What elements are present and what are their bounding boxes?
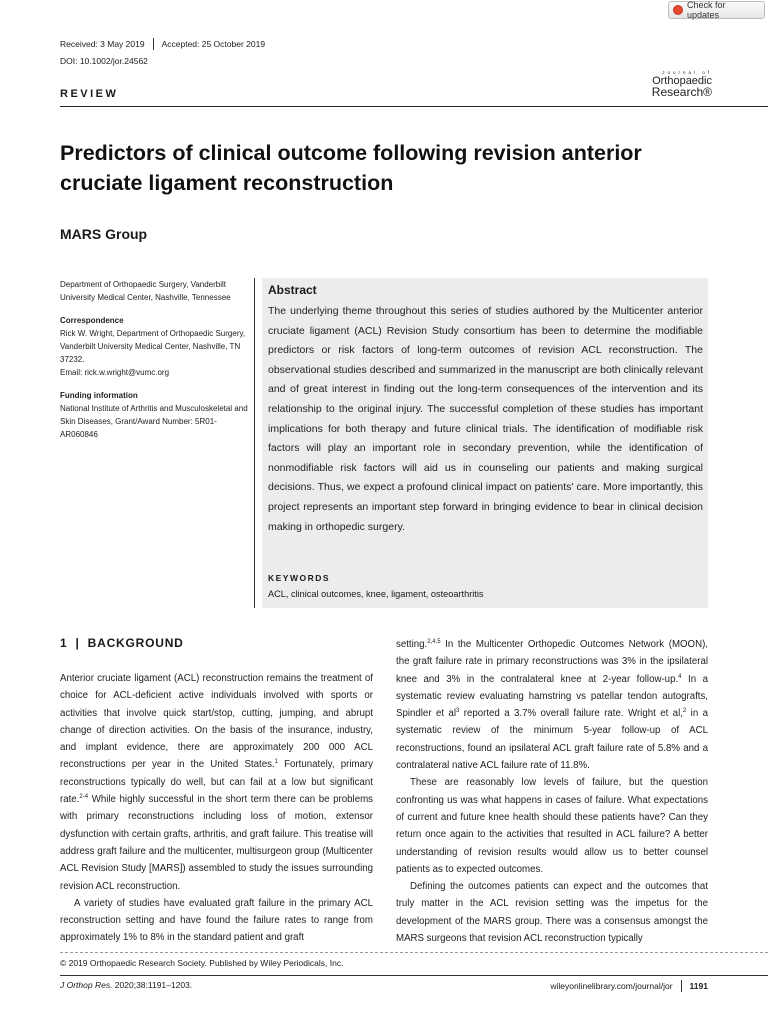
copyright: © 2019 Orthopaedic Research Society. Published by Wiley Periodicals, Inc. bbox=[60, 958, 344, 968]
citation-ref[interactable]: 1 bbox=[274, 759, 278, 766]
correspondence-address: Rick W. Wright, Department of Orthopaedic Surgery, Vanderbilt University Medical Center, Nashville, TN 37232. bbox=[60, 329, 246, 364]
citation-ref[interactable]: 2 bbox=[682, 707, 687, 714]
journal-logo bbox=[642, 70, 712, 98]
abstract-heading: Abstract bbox=[268, 283, 317, 297]
footer-divider bbox=[60, 952, 768, 953]
sidebar-divider bbox=[254, 278, 255, 608]
journal-citation: J Orthop Res. 2020;38:1191–1203. bbox=[60, 980, 193, 990]
body-column-left bbox=[60, 670, 373, 947]
page-number: 1191 bbox=[689, 981, 708, 991]
check-for-updates-button[interactable] bbox=[668, 1, 765, 19]
footer-right bbox=[550, 980, 708, 992]
article-dates bbox=[60, 38, 265, 50]
journal-logo-line3: Research® bbox=[651, 85, 712, 99]
keywords-list: ACL, clinical outcomes, knee, ligament, osteoarthritis bbox=[268, 589, 484, 599]
citation-ref[interactable]: 2-4 bbox=[79, 793, 89, 800]
date-divider bbox=[153, 38, 154, 50]
paragraph: Anterior cruciate ligament (ACL) reconstruction remains the treatment of choice for ACL-deficient active individuals involved with sports or activities that involve quick start/stop, cutting, jumping, and abrupt change of direction activities. On the basis of the insurance, industry, and implant evidence, there are approximately 200 000 ACL reconstructions per year in the United States.$^1$ Fortunately, primary reconstructions typically do well, but can fail at a low but significant rate.$^{2-4}$ While highly successful in the short term there can be problems with primary reconstructions including loss of motion, extensor dysfunction with certain grafts, arthritis, and graft failure. This treatise will address graft failure and the multicenter, multisurgeon group (Multicenter ACL Revision Study [MARS]) assembled to study the issues surrounding revision ACL reconstruction. bbox=[60, 673, 373, 892]
correspondence-heading: Correspondence bbox=[60, 316, 124, 325]
journal-url[interactable]: wileyonlinelibrary.com/journal/jor bbox=[550, 981, 673, 991]
journal-logo-line2: Orthopaedic bbox=[652, 75, 712, 87]
section-number: 1 bbox=[60, 636, 68, 650]
funding-heading: Funding information bbox=[60, 391, 138, 400]
received-date: Received: 3 May 2019 bbox=[60, 39, 145, 49]
accepted-date: Accepted: 25 October 2019 bbox=[161, 39, 266, 49]
section-title: BACKGROUND bbox=[87, 636, 184, 650]
paragraph: Defining the outcomes patients can expect and the outcomes that truly matter in the ACL revision setting was the impetus for the development of the MARS group. There was a consensus amongst the MARS surgeons that revision ACL reconstruction typically bbox=[396, 881, 708, 945]
keywords-heading: KEYWORDS bbox=[268, 573, 331, 583]
article-title: Predictors of clinical outcome following revision anterior cruciate ligament reconstruction bbox=[60, 141, 642, 195]
doi[interactable]: DOI: 10.1002/jor.24562 bbox=[60, 56, 148, 66]
section-divider: | bbox=[75, 636, 80, 650]
paragraph: These are reasonably low levels of failure, but the question confronting us was what happens in cases of failure. What expectations of current and future knee health should these patients have? Can they return once again to the activities that resulted in ACL failure? A better understanding of revision results would allow us to better counsel patients as to expected outcomes. bbox=[396, 777, 708, 875]
footer-rule bbox=[60, 975, 768, 976]
journal-logo-line1: Journal of bbox=[662, 70, 712, 75]
correspondence-email[interactable]: Email: rick.w.wright@vumc.org bbox=[60, 368, 170, 377]
citation-ref[interactable]: 4 bbox=[678, 673, 682, 680]
header-divider bbox=[60, 106, 768, 107]
funding-info: National Institute of Arthritis and Musculoskeletal and Skin Diseases, Grant/Award Number: 5R01-AR060846 bbox=[60, 404, 248, 439]
body-column-right bbox=[396, 636, 708, 947]
author-info-sidebar bbox=[60, 278, 250, 451]
abstract-text: The underlying theme throughout this series of studies authored by the Multicenter anterior cruciate ligament (ACL) Revision Study consortium has been to determine the modifiable predictors or risk factors of long-term outcomes of revision ACL reconstruction. The observational studies described and summarized in the manuscript are both clinically relevant and of great interest in finding out the long-term consequences of the intervention and its relationship to the original injury. The successful completion of these studies has important implications for both therapy and future clinical trials. The identification of modifiable risk factors will play an important role in secondary prevention, while the identification of nonmodifiable risk factors will aid us in counseling our patients and making surgical decisions. Thus, we expect a profound clinical impact on patients' care. More importantly, this project represents an important step forward in bringing evidence to bear in clinical decision making in orthopedic surgery. bbox=[268, 305, 703, 533]
crossmark-icon bbox=[673, 5, 683, 15]
affiliation: Department of Orthopaedic Surgery, Vanderbilt University Medical Center, Nashville, Tennessee bbox=[60, 280, 231, 302]
paragraph: setting.$^{2,4,5}$ In the Multicenter Orthopedic Outcomes Network (MOON), the graft failure rate in primary reconstructions was 3% in the ipsilateral knee and 3% in the contralateral knee at 2-year follow-up.$^4$ In a systematic review evaluating hamstring vs patellar tendon autografts, Spindler et $al^3$ reported a 3.7% overall failure rate. Wright et al,$^2$ in a systematic review of the minimum 5-year follow-up of ACL reconstructions, found an ipsilateral ACL graft failure rate of 5.8% and a contralateral native ACL failure rate of 11.8%. bbox=[396, 638, 709, 772]
section-heading bbox=[60, 636, 184, 650]
paragraph: A variety of studies have evaluated graft failure in the primary ACL reconstruction setting and have found the failure rates to range from approximately 1% to 8% in the standard patient and graft bbox=[60, 897, 373, 944]
citation-ref[interactable]: 2,4,5 bbox=[427, 638, 441, 645]
citation-ref[interactable]: 3 bbox=[455, 707, 460, 714]
footer-page-divider bbox=[681, 980, 682, 992]
author-name: MARS Group bbox=[60, 226, 148, 242]
check-for-updates-label: Check for updates bbox=[687, 0, 726, 20]
article-type: REVIEW bbox=[60, 88, 119, 100]
